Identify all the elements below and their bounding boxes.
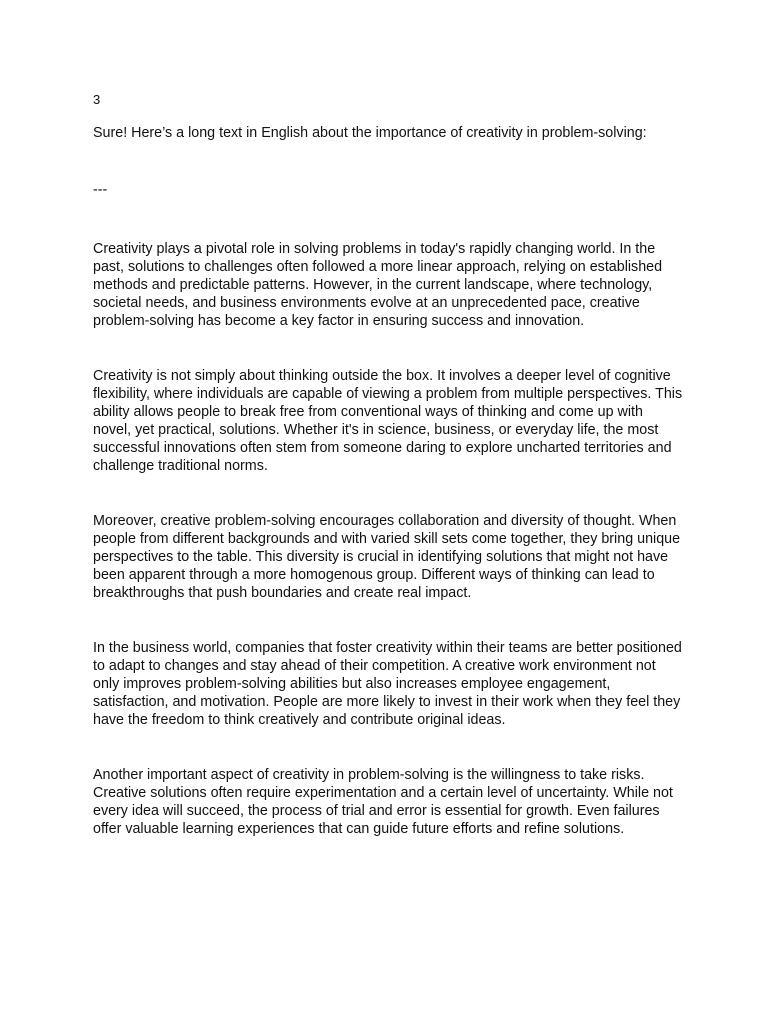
separator: --- [93,182,108,198]
paragraph-1: Creativity plays a pivotal role in solving problems in today's rapidly changing world. In the past, solutions to challenges often followed a more linear approach, relying on established methods and predictable patterns. However, in the current landscape, where technology, societal needs, and business environments evolve at an unprecedented pace, creative problem-solving has become a key factor in ensuring success and innovation. [93,241,663,329]
page-number: 3 [93,92,101,107]
paragraph-2: Creativity is not simply about thinking outside the box. It involves a deeper level of cognitive flexibility, where individuals are capable of viewing a problem from multiple perspectives. This ability allows people to break free from conventional ways of thinking and come up with novel, yet practical, solutions. Whether it's in science, business, or everyday life, the most successful innovations often stem from someone daring to explore uncharted territories and challenge traditional norms. [93,368,683,474]
paragraph-4: In the business world, companies that foster creativity within their teams are better positioned to adapt to changes and stay ahead of their competition. A creative work environment not only improves problem-solving abilities but also increases employee engagement, satisfaction, and motivation. People are more likely to invest in their work when they feel they have the freedom to think creatively and contribute original ideas. [93,640,682,728]
paragraph-5: Another important aspect of creativity in problem-solving is the willingness to take risks. Creative solutions often require experimentation and a certain level of uncertainty. While not every idea will succeed, the process of trial and error is essential for growth. Even failures offer valuable learning experiences that can guide future efforts and refine solutions. [93,767,673,837]
intro-line: Sure! Here’s a long text in English about the importance of creativity in problem-solving: [93,125,647,141]
document-page [93,92,683,838]
paragraph-3: Moreover, creative problem-solving encourages collaboration and diversity of thought. When people from different backgrounds and with varied skill sets come together, they bring unique perspectives to the table. This diversity is crucial in identifying solutions that might not have been apparent through a more homogenous group. Different ways of thinking can lead to breakthroughs that push boundaries and create real impact. [93,513,681,601]
